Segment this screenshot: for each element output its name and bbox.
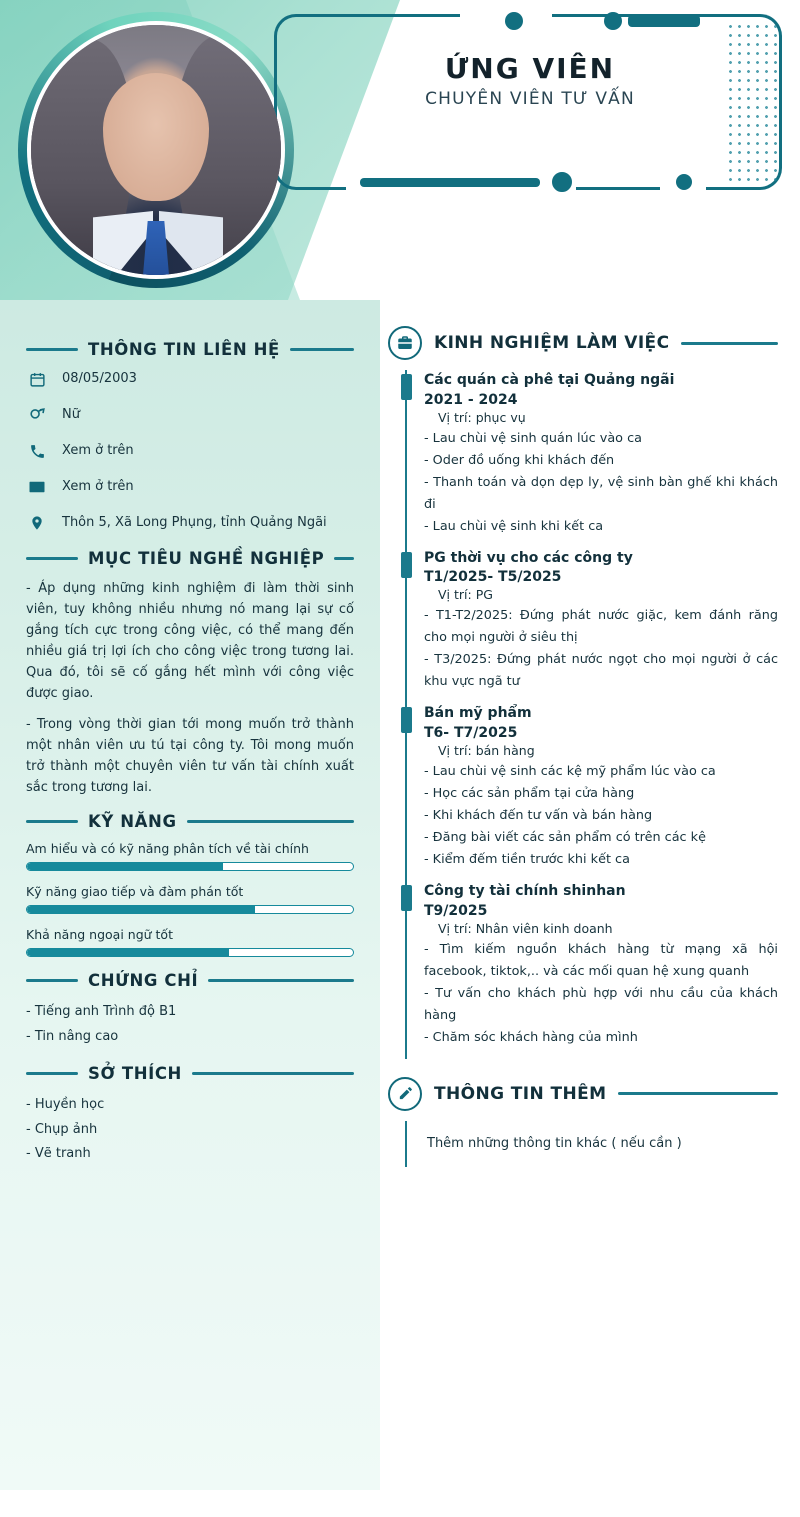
objective-title: MỤC TIÊU NGHỀ NGHIỆP (88, 549, 325, 568)
section-head-experience (388, 326, 778, 360)
additional-note: Thêm những thông tin khác ( nếu cần ) (427, 1136, 682, 1152)
divider-line-right (681, 342, 778, 345)
contact-item-birthdate (26, 369, 354, 389)
job-position: Vị trí: Nhân viên kinh doanh (438, 920, 613, 936)
duty-item: - T1-T2/2025: Đứng phát nước giặc, kem đánh răng cho mọi người ở siêu thị (424, 608, 778, 646)
resume-body (0, 300, 800, 1517)
section-head-objective (26, 549, 354, 568)
divider-line-right (334, 557, 354, 560)
objective-paragraph-2: - Trong vòng thời gian tới mong muốn trở thành một nhân viên ưu tú tại công ty. Tôi mong muốn trở thành một chuyên viên tư vấn tài chính xuất sắc trong tương lai. (26, 717, 354, 796)
divider-line-right (187, 820, 354, 823)
job-company: PG thời vụ cho các công ty (424, 549, 633, 566)
skill-name: Am hiểu và có kỹ năng phân tích về tài chính (26, 841, 309, 857)
list-item: - Tiếng anh Trình độ B1 (26, 1004, 177, 1020)
skill-bar-track (26, 905, 354, 914)
divider-line-right (618, 1092, 778, 1095)
divider-line-left (26, 557, 78, 560)
calendar-icon (26, 369, 48, 389)
accent-dot-top-right (604, 12, 622, 30)
list-item: - Tin nâng cao (26, 1029, 119, 1045)
duty-item: - Tìm kiếm nguồn khách hàng từ mạng xã hội facebook, tiktok,.. và các mối quan hệ xung quanh (424, 941, 778, 979)
divider-line-right (192, 1072, 354, 1075)
resume-header (0, 0, 800, 300)
duty-item: - Khi khách đến tư vấn và bán hàng (424, 808, 653, 824)
experience-item (424, 881, 778, 1059)
section-head-certificates (26, 971, 354, 990)
skills-title: KỸ NĂNG (88, 812, 177, 832)
accent-dot-bottom-right (676, 174, 692, 190)
contact-value-email: Xem ở trên (62, 479, 134, 494)
duty-item: - Lau chùi vệ sinh khi kết ca (424, 518, 604, 534)
skill-name: Kỹ năng giao tiếp và đàm phán tốt (26, 884, 244, 900)
duty-item: - T3/2025: Đứng phát nước ngọt cho mọi người ở các khu vực ngã tư (424, 652, 778, 690)
skill-item (26, 884, 354, 914)
duty-item: - Học các sản phẩm tại cửa hàng (424, 786, 635, 802)
section-head-additional (388, 1077, 778, 1111)
job-position: Vị trí: PG (438, 587, 493, 603)
list-item: - Chụp ảnh (26, 1121, 98, 1137)
section-head-hobbies (26, 1064, 354, 1083)
experience-item (424, 548, 778, 704)
candidate-role: CHUYÊN VIÊN TƯ VẤN (425, 89, 635, 109)
hobbies-title: SỞ THÍCH (88, 1063, 182, 1083)
accent-dot-top-left (505, 12, 523, 30)
experience-timeline (405, 370, 778, 1059)
skill-bar-track (26, 862, 354, 871)
job-period: T1/2025- T5/2025 (424, 569, 562, 586)
timeline-marker (401, 707, 412, 733)
job-position: Vị trí: phục vụ (438, 409, 526, 425)
duty-item: - Kiểm đếm tiền trước khi kết ca (424, 852, 630, 868)
contact-value-address: Thôn 5, Xã Long Phụng, tỉnh Quảng Ngãi (62, 515, 327, 530)
hobbies-list (26, 1093, 354, 1167)
certificates-title: CHỨNG CHỈ (88, 971, 199, 991)
divider-line-right (208, 979, 354, 982)
additional-title: THÔNG TIN THÊM (434, 1083, 607, 1104)
contact-value-phone: Xem ở trên (62, 443, 134, 458)
accent-dot-bottom (552, 172, 572, 192)
pen-icon (388, 1077, 422, 1111)
timeline-marker (401, 885, 412, 911)
job-period: T6- T7/2025 (424, 725, 518, 742)
job-period: 2021 - 2024 (424, 391, 518, 408)
skill-bar-fill (27, 949, 229, 956)
experience-section (388, 326, 778, 1059)
divider-line-right (290, 348, 354, 351)
contact-item-gender (26, 405, 354, 425)
duty-item: - Lau chùi vệ sinh quán lúc vào ca (424, 430, 642, 446)
skill-bar-fill (27, 906, 255, 913)
briefcase-icon (388, 326, 422, 360)
location-icon (26, 513, 48, 533)
timeline-marker (401, 552, 412, 578)
contact-item-phone[interactable] (26, 441, 354, 461)
list-item: - Vẽ tranh (26, 1146, 91, 1162)
experience-item (424, 703, 778, 881)
certificates-list (26, 1000, 354, 1049)
job-company: Các quán cà phê tại Quảng ngãi (424, 372, 675, 388)
skill-bar-fill (27, 863, 223, 870)
skill-name: Khả năng ngoại ngữ tốt (26, 927, 173, 943)
experience-title: KINH NGHIỆM LÀM VIỆC (434, 333, 670, 353)
job-duties (424, 605, 778, 693)
avatar (31, 25, 281, 275)
email-icon (26, 477, 48, 497)
phone-icon (26, 441, 48, 461)
header-decoration (260, 0, 800, 300)
accent-bar-top (628, 15, 700, 27)
contact-item-address (26, 513, 354, 533)
additional-section (388, 1077, 778, 1167)
timeline-marker (401, 374, 412, 400)
job-company: Bán mỹ phẩm (424, 705, 532, 722)
duty-item: - Thanh toán và dọn dẹp ly, vệ sinh bàn ghế khi khách đi (424, 474, 778, 512)
accent-bar-bottom (360, 178, 540, 187)
duty-item: - Chăm sóc khách hàng của mình (424, 1029, 638, 1045)
objective-paragraph-1: - Áp dụng những kinh nghiệm đi làm thời sinh viên, tuy không nhiều nhưng nó mang lại sự cố gắng tích cực trong công việc, có thể mang đến nhiều giá trị lợi ích cho công việc trong tương lai. Qua đó, tôi sẽ cố gắng hết mình với công việc được giao. (26, 581, 354, 702)
contact-value-birthdate: 08/05/2003 (62, 371, 137, 386)
additional-content (405, 1121, 778, 1167)
duty-item: - Lau chùi vệ sinh các kệ mỹ phẩm lúc vào ca (424, 764, 716, 780)
list-item: - Huyền học (26, 1096, 105, 1112)
contact-title: THÔNG TIN LIÊN HỆ (88, 340, 280, 359)
main-content (380, 300, 800, 1517)
duty-item: - Đăng bài viết các sản phẩm có trên các kệ (424, 830, 706, 846)
duty-item: - Tư vấn cho khách phù hợp với nhu cầu của khách hàng (424, 985, 778, 1023)
divider-line-left (26, 979, 78, 982)
skill-item (26, 841, 354, 871)
job-company: Công ty tài chính shinhan (424, 883, 626, 900)
candidate-name: ỨNG VIÊN (444, 52, 616, 85)
skill-item (26, 927, 354, 957)
sidebar (0, 300, 380, 1490)
job-duties (424, 939, 778, 1049)
job-period: T9/2025 (424, 902, 488, 919)
divider-line-left (26, 1072, 78, 1075)
contact-list (26, 369, 354, 533)
skill-bar-track (26, 948, 354, 957)
gender-icon (26, 405, 48, 425)
job-position: Vị trí: bán hàng (438, 743, 535, 759)
divider-line-left (26, 820, 78, 823)
duty-item: - Oder đồ uống khi khách đến (424, 452, 615, 468)
section-head-skills (26, 812, 354, 831)
contact-value-gender: Nữ (62, 407, 80, 422)
section-head-contact (26, 340, 354, 359)
job-duties (424, 428, 778, 538)
divider-line-left (26, 348, 78, 351)
contact-item-email[interactable] (26, 477, 354, 497)
job-duties (424, 761, 778, 871)
header-title-block (260, 52, 800, 109)
experience-item (424, 370, 778, 548)
